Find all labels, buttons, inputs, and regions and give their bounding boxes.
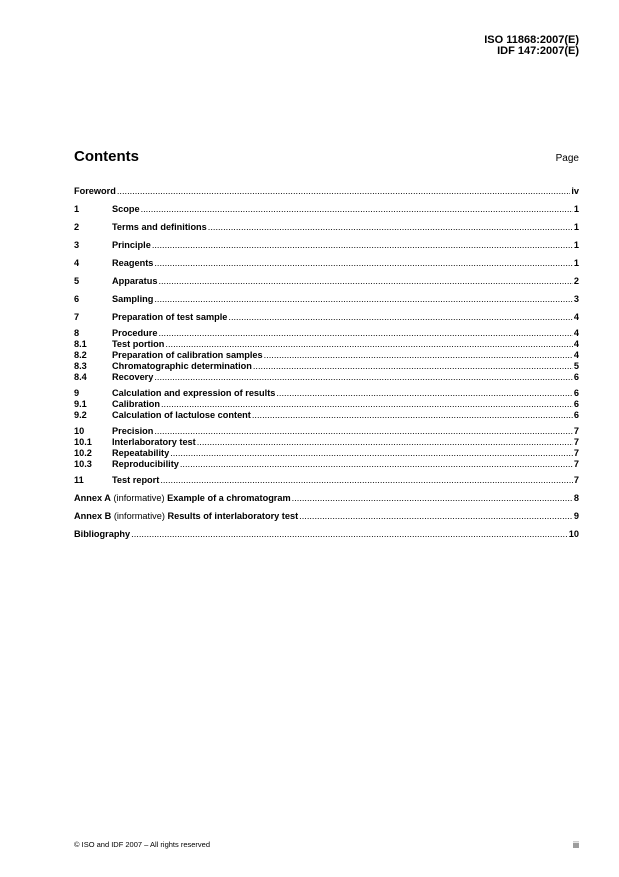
toc-number: 10.2 bbox=[74, 448, 92, 458]
toc-number: 2 bbox=[74, 222, 80, 232]
toc-page: 6 bbox=[573, 372, 579, 382]
toc-entry-calibration[interactable] bbox=[74, 399, 579, 410]
toc-page: 8 bbox=[573, 493, 579, 503]
toc-number: 5 bbox=[74, 276, 80, 286]
toc-page: 7 bbox=[573, 459, 579, 469]
toc-entry-annex-a[interactable] bbox=[74, 493, 579, 504]
toc-entry-terms[interactable] bbox=[74, 222, 579, 233]
toc-number: 4 bbox=[74, 258, 80, 268]
toc-entry-precision[interactable] bbox=[74, 426, 579, 437]
toc-number: 6 bbox=[74, 294, 80, 304]
standard-number-idf: IDF 147:2007(E) bbox=[497, 45, 579, 57]
toc-title: Calculation and expression of results bbox=[112, 388, 276, 398]
toc-number: 9.1 bbox=[74, 399, 87, 409]
toc-page: 6 bbox=[573, 410, 579, 420]
toc-entry-annex-b[interactable] bbox=[74, 511, 579, 522]
toc-entry-bibliography[interactable] bbox=[74, 529, 579, 540]
toc-page: 7 bbox=[573, 426, 579, 436]
toc-number: 1 bbox=[74, 204, 80, 214]
toc-title: Procedure bbox=[112, 328, 158, 338]
toc-title: Principle bbox=[112, 240, 151, 250]
toc-number: 8.4 bbox=[74, 372, 87, 382]
toc-page: 7 bbox=[573, 437, 579, 447]
page-footer bbox=[74, 840, 579, 850]
toc-entry-sampling[interactable] bbox=[74, 294, 579, 305]
toc-number: 8.2 bbox=[74, 350, 87, 360]
contents-title: Contents bbox=[74, 148, 139, 165]
toc-entry-calibration-samples[interactable] bbox=[74, 350, 579, 361]
toc-entry-scope[interactable] bbox=[74, 204, 579, 215]
toc-page: 2 bbox=[573, 276, 579, 286]
toc-page: 3 bbox=[573, 294, 579, 304]
toc-title: Repeatability bbox=[112, 448, 170, 458]
toc-entry-principle[interactable] bbox=[74, 240, 579, 251]
toc-entry-calculation[interactable] bbox=[74, 388, 579, 399]
toc-title: Apparatus bbox=[112, 276, 158, 286]
toc-entry-test-report[interactable] bbox=[74, 475, 579, 486]
toc-title: Scope bbox=[112, 204, 140, 214]
toc-title: Recovery bbox=[112, 372, 154, 382]
toc-entry-reagents[interactable] bbox=[74, 258, 579, 269]
toc-title: Terms and definitions bbox=[112, 222, 207, 232]
toc-title: Annex A (informative) Example of a chromatogram bbox=[74, 493, 291, 503]
toc-page: 7 bbox=[573, 448, 579, 458]
toc-page: 1 bbox=[573, 240, 579, 250]
toc-entry-test-portion[interactable] bbox=[74, 339, 579, 350]
toc-page: 7 bbox=[573, 475, 579, 485]
toc-title: Interlaboratory test bbox=[112, 437, 196, 447]
page-column-label: Page bbox=[555, 153, 579, 164]
toc-entry-reproducibility[interactable] bbox=[74, 459, 579, 470]
toc-number: 10.1 bbox=[74, 437, 92, 447]
toc-number: 8.1 bbox=[74, 339, 87, 349]
toc-number: 3 bbox=[74, 240, 80, 250]
toc-page: 4 bbox=[573, 350, 579, 360]
toc-title: Precision bbox=[112, 426, 154, 436]
toc-entry-recovery[interactable] bbox=[74, 372, 579, 383]
toc-page: 4 bbox=[573, 312, 579, 322]
toc-title: Annex B (informative) Results of interlaboratory test bbox=[74, 511, 299, 521]
toc-page: 6 bbox=[573, 388, 579, 398]
copyright-notice: © ISO and IDF 2007 – All rights reserved bbox=[74, 840, 211, 849]
toc-title: Reagents bbox=[112, 258, 154, 268]
toc-page: 1 bbox=[573, 204, 579, 214]
toc-number: 10.3 bbox=[74, 459, 92, 469]
toc-number: 11 bbox=[74, 475, 84, 485]
toc-page: 6 bbox=[573, 399, 579, 409]
standard-number-iso: ISO 11868:2007(E) bbox=[484, 34, 579, 46]
toc-title: Foreword bbox=[74, 186, 116, 196]
toc-title: Calibration bbox=[112, 399, 160, 409]
toc-number: 9.2 bbox=[74, 410, 87, 420]
toc-title: Test report bbox=[112, 475, 160, 485]
toc-entry-interlaboratory[interactable] bbox=[74, 437, 579, 448]
toc-entry-chromatographic[interactable] bbox=[74, 361, 579, 372]
toc-number: 8.3 bbox=[74, 361, 87, 371]
toc-entry-preparation[interactable] bbox=[74, 312, 579, 323]
contents-heading-row bbox=[74, 148, 579, 165]
toc-title: Test portion bbox=[112, 339, 165, 349]
toc-entry-procedure[interactable] bbox=[74, 328, 579, 339]
toc-page: 5 bbox=[573, 361, 579, 371]
toc-title: Sampling bbox=[112, 294, 154, 304]
toc-title: Preparation of test sample bbox=[112, 312, 228, 322]
toc-entry-repeatability[interactable] bbox=[74, 448, 579, 459]
toc-page: 10 bbox=[568, 529, 579, 539]
toc-page: 4 bbox=[573, 339, 579, 349]
toc-page: 1 bbox=[573, 222, 579, 232]
toc-entry-lactulose[interactable] bbox=[74, 410, 579, 421]
toc-number: 7 bbox=[74, 312, 80, 322]
page-number: iii bbox=[573, 840, 579, 850]
toc-entry-apparatus[interactable] bbox=[74, 276, 579, 287]
toc-number: 9 bbox=[74, 388, 80, 398]
toc-page: 4 bbox=[573, 328, 579, 338]
toc-page: 1 bbox=[573, 258, 579, 268]
standard-header bbox=[484, 35, 579, 57]
toc-number: 10 bbox=[74, 426, 85, 436]
toc-page: 9 bbox=[573, 511, 579, 521]
toc-number: 8 bbox=[74, 328, 80, 338]
toc-title: Bibliography bbox=[74, 529, 131, 539]
toc-title: Calculation of lactulose content bbox=[112, 410, 251, 420]
table-of-contents bbox=[74, 186, 579, 540]
toc-page: iv bbox=[571, 186, 579, 196]
toc-title: Preparation of calibration samples bbox=[112, 350, 263, 360]
toc-title: Chromatographic determination bbox=[112, 361, 252, 371]
toc-title: Reproducibility bbox=[112, 459, 179, 469]
toc-entry-foreword[interactable] bbox=[74, 186, 579, 197]
